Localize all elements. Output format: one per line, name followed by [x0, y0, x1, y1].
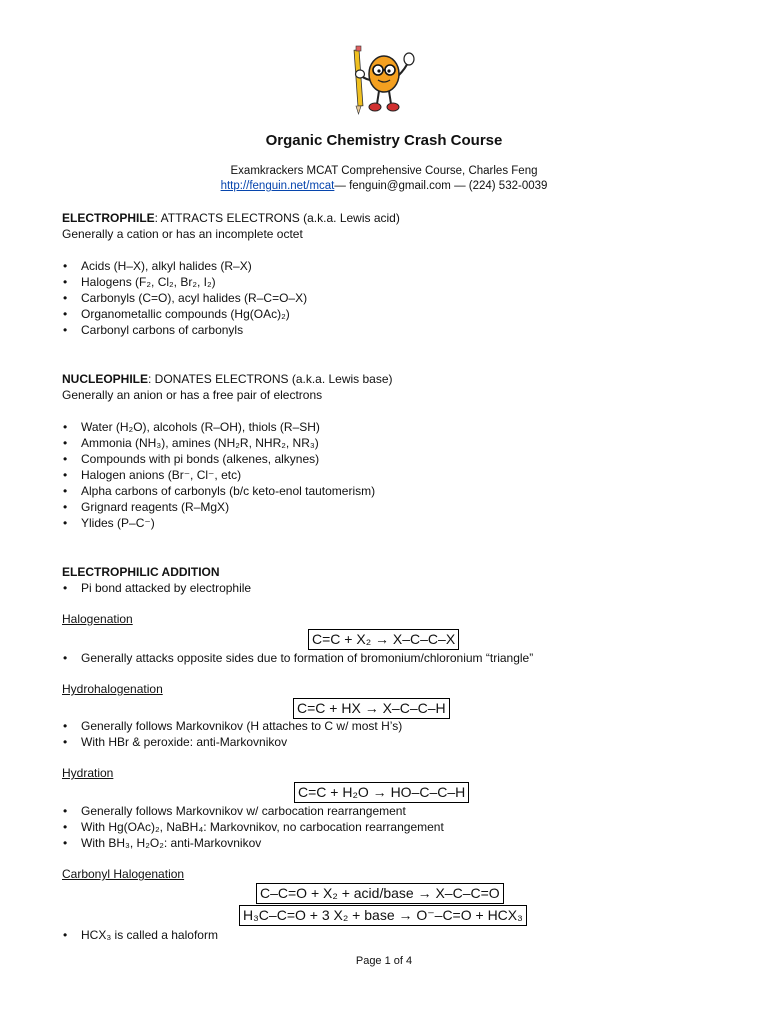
list-item: • Generally follows Markovnikov w/ carbocation rearrangement — [62, 803, 742, 819]
carbonyl-halogenation-equation-2: H₃C–C=O + 3 X₂ + base → O⁻–C=O + HCX₃ — [239, 905, 527, 926]
hydrohalogenation-equation: C=C + HX → X–C–C–H — [293, 698, 450, 719]
halogenation-notes — [62, 650, 742, 666]
list-item: • Grignard reagents (R–MgX) — [62, 499, 742, 515]
addition-heading: ELECTROPHILIC ADDITION — [62, 565, 220, 579]
electrophile-section — [62, 210, 742, 338]
mascot-logo — [342, 44, 426, 118]
website-link[interactable]: http://fenguin.net/mcat — [220, 180, 335, 192]
electrophile-desc: Generally a cation or has an incomplete octet — [62, 227, 303, 241]
contact-info: — fenguin@gmail.com — (224) 532-0039 — [334, 180, 548, 192]
carbonyl-halogenation-notes — [62, 927, 742, 943]
halogenation-heading: Halogenation — [62, 612, 133, 626]
list-item: • HCX₃ is called a haloform — [62, 927, 742, 943]
nucleophile-heading-rest: : DONATES ELECTRONS (a.k.a. Lewis base) — [148, 372, 393, 386]
list-item: • Ylides (P–C⁻) — [62, 515, 742, 531]
list-item: • With Hg(OAc)₂, NaBH₄: Markovnikov, no carbocation rearrangement — [62, 819, 742, 835]
list-item: • With BH₃, H₂O₂: anti-Markovnikov — [62, 835, 742, 851]
document-title: Organic Chemistry Crash Course — [265, 132, 503, 149]
list-item: • Alpha carbons of carbonyls (b/c keto-enol tautomerism) — [62, 483, 742, 499]
list-item: • Generally attacks opposite sides due to formation of bromonium/chloronium “triangle” — [62, 650, 742, 666]
list-item: • Compounds with pi bonds (alkenes, alkynes) — [62, 451, 742, 467]
list-item: • Ammonia (NH₃), amines (NH₂R, NHR₂, NR₃) — [62, 435, 742, 451]
nucleophile-desc: Generally an anion or has a free pair of electrons — [62, 388, 323, 402]
nucleophile-heading: NUCLEOPHILE — [62, 372, 149, 386]
contact-line — [0, 180, 768, 192]
list-item: • Generally follows Markovnikov (H attaches to C w/ most H’s) — [62, 718, 742, 734]
list-item: • Carbonyls (C=O), acyl halides (R–C=O–X) — [62, 290, 742, 306]
electrophile-heading: ELECTROPHILE — [62, 211, 155, 225]
hydrohalogenation-heading: Hydrohalogenation — [62, 682, 163, 696]
list-item: • Carbonyl carbons of carbonyls — [62, 322, 742, 338]
hydration-notes — [62, 803, 742, 851]
addition-intro-list — [62, 580, 742, 596]
nucleophile-section — [62, 371, 742, 531]
course-subtitle: Examkrackers MCAT Comprehensive Course, Charles Feng — [230, 165, 538, 177]
list-item: • Halogen anions (Br⁻, Cl⁻, etc) — [62, 467, 742, 483]
carbonyl-halogenation-equation-1: C–C=O + X₂ + acid/base → X–C–C=O — [256, 883, 504, 904]
list-item: • Water (H₂O), alcohols (R–OH), thiols (R–SH) — [62, 419, 742, 435]
hydration-equation: C=C + H₂O → HO–C–C–H — [294, 782, 469, 803]
hydration-heading: Hydration — [62, 766, 114, 780]
list-item: • Pi bond attacked by electrophile — [62, 580, 742, 596]
list-item: • Acids (H–X), alkyl halides (R–X) — [62, 258, 742, 274]
electrophile-heading-rest: : ATTRACTS ELECTRONS (a.k.a. Lewis acid) — [154, 211, 400, 225]
list-item: • Organometallic compounds (Hg(OAc)₂) — [62, 306, 742, 322]
electrophile-list — [62, 258, 742, 338]
halogenation-equation: C=C + X₂ → X–C–C–X — [308, 629, 459, 650]
hydrohalogenation-notes — [62, 718, 742, 750]
page-number: Page 1 of 4 — [355, 955, 413, 967]
carbonyl-halogenation-heading: Carbonyl Halogenation — [62, 867, 185, 881]
list-item: • Halogens (F₂, Cl₂, Br₂, I₂) — [62, 274, 742, 290]
nucleophile-list — [62, 419, 742, 531]
list-item: • With HBr & peroxide: anti-Markovnikov — [62, 734, 742, 750]
